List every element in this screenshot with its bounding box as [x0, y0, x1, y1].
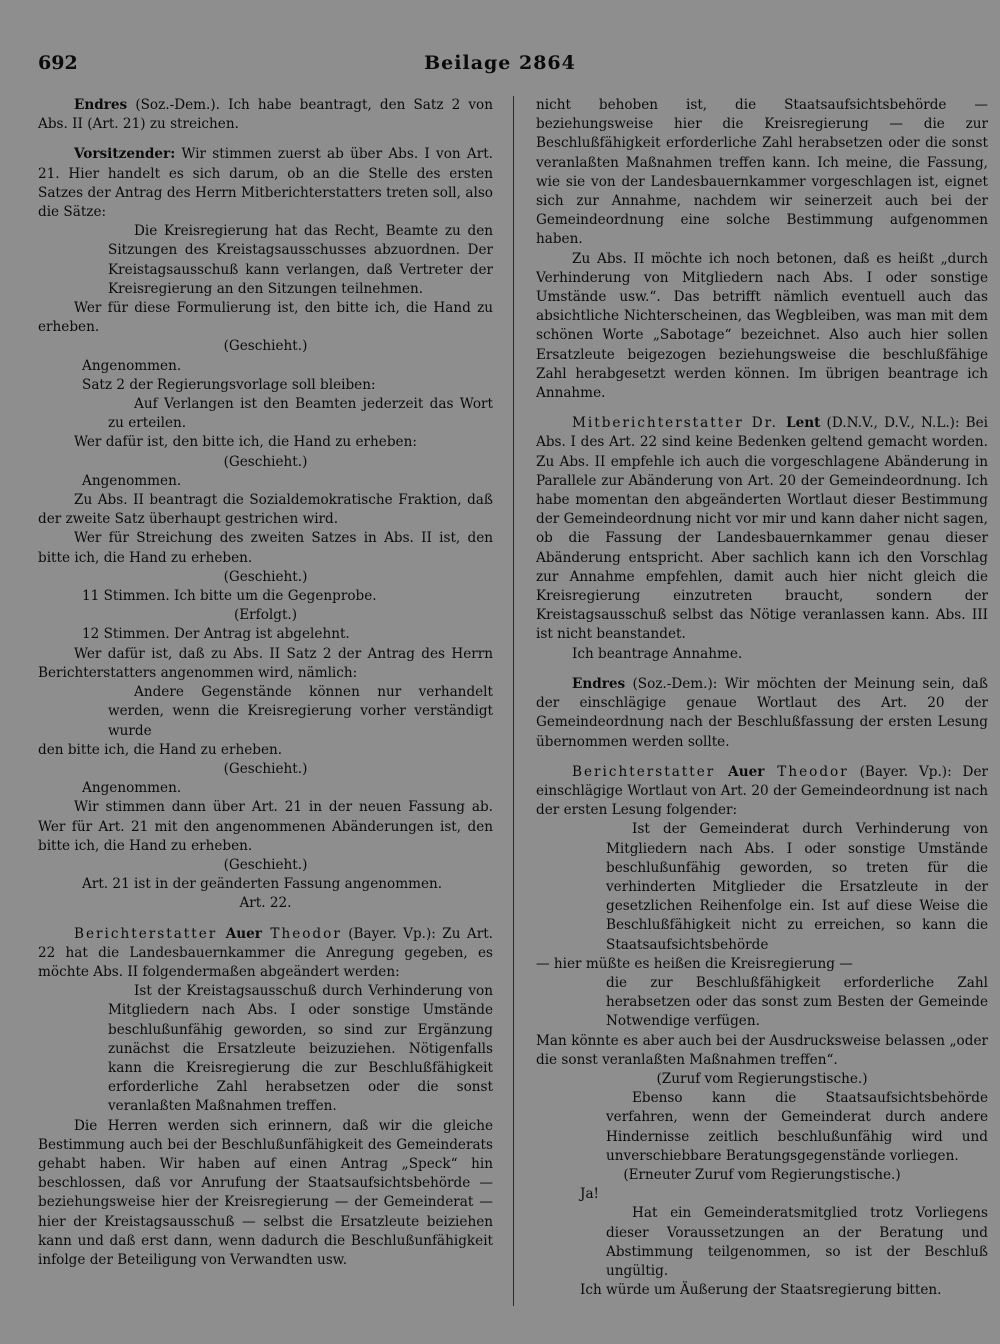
text-run: Berichterstatter: [74, 925, 226, 942]
quoted-text: [108, 222, 493, 299]
paragraph: [536, 763, 988, 821]
paragraph: [38, 798, 493, 856]
text-run: Ja!: [580, 1186, 600, 1203]
text-run: Wer dafür ist, den bitte ich, die Hand zu erheben:: [74, 434, 417, 451]
paragraph: [38, 145, 493, 222]
paragraph: [536, 955, 988, 974]
text-run: (Geschieht.): [223, 338, 308, 355]
page-number: 692: [38, 52, 78, 74]
text-run: Ebenso kann die Staatsaufsichtsbehörde verfahren, wenn der Gemeinderat durch andere Hindernisse zeitlich beschlußunfähig wird und unverschiebbare Beratungsgegenstände vorliegen.: [606, 1090, 988, 1164]
text-run: Zu Abs. II beantragt die Sozialdemokratische Fraktion, daß der zweite Satz überhaupt gestrichen wird.: [38, 492, 493, 528]
text-run: (Erfolgt.): [233, 607, 298, 624]
stage-note: [38, 337, 493, 356]
quoted-text: [606, 1089, 988, 1166]
text-run: 11 Stimmen. Ich bitte um die Gegenprobe.: [82, 588, 377, 605]
short-line: [82, 779, 493, 798]
text-run: Theodor: [261, 925, 342, 942]
stage-note: [536, 1070, 988, 1089]
paragraph: [38, 529, 493, 567]
text-run: (Geschieht.): [223, 568, 308, 585]
stage-note: [536, 1166, 988, 1185]
text-run: Auf Verlangen ist den Beamten jederzeit das Wort zu erteilen.: [108, 396, 493, 432]
short-line: [82, 376, 493, 395]
text-run: (Bayer. Vp.): Zu Art. 22 hat die Landesbauernkammer die Anregung gegeben, es möchte Abs. II folgendermaßen abgeändert werden:: [38, 925, 493, 980]
short-line: [580, 1281, 988, 1300]
text-run: Art. 21 ist in der geänderten Fassung angenommen.: [82, 876, 443, 893]
text-run: Wir stimmen dann über Art. 21 in der neuen Fassung ab. Wer für Art. 21 mit den angenommenen Abänderungen ist, den bitte ich, die Hand zu erheben.: [38, 799, 493, 854]
text-run: Angenommen.: [82, 472, 182, 489]
speaker-name: Auer: [225, 925, 262, 942]
short-line: [580, 1185, 988, 1204]
text-run: den bitte ich, die Hand zu erheben.: [38, 741, 283, 758]
paragraph: [536, 96, 988, 250]
text-run: Ich beantrage Annahme.: [572, 645, 743, 662]
page-title: Beilage 2864: [424, 52, 576, 74]
paragraph: [38, 433, 493, 452]
text-run: Man könnte es aber auch bei der Ausdrucksweise belassen „oder die sonst veranlaßten Maßnahmen treffen“.: [536, 1032, 988, 1068]
stage-note: [38, 760, 493, 779]
left-column: [38, 96, 493, 1270]
column-divider: [513, 96, 514, 1306]
paragraph: [38, 299, 493, 337]
paragraph: [38, 1117, 493, 1271]
text-run: Wer für diese Formulierung ist, den bitte ich, die Hand zu erheben.: [38, 300, 493, 336]
text-run: (Soz.-Dem.): Wir möchten der Meinung sein, daß der einschlägige genaue Wortlaut des Art. 20 der Gemeindeordnung nach der Beschlußfassung der ersten Lesung übernommen werden sollte.: [536, 675, 988, 750]
short-line: [82, 625, 493, 644]
paragraph: [536, 675, 988, 752]
text-run: Hat ein Gemeinderatsmitglied trotz Vorliegens dieser Voraussetzungen an der Beratung und Abstimmung teilgenommen, so ist der Beschluß ungültig.: [606, 1205, 988, 1279]
speaker-name: Vorsitzender:: [74, 146, 176, 163]
stage-note: [38, 568, 493, 587]
paragraph: [38, 491, 493, 529]
stage-note: [38, 606, 493, 625]
text-run: Angenommen.: [82, 780, 182, 797]
page-header: [0, 52, 1000, 82]
text-run: (D.N.V., D.V., N.L.): Bei Abs. I des Art. 22 sind keine Bedenken geltend gemacht worden. Zu Abs. II empfehle ich auch die vorgeschlagene Abänderung in Parallele zur Abänderung von Art. 20 der Gemeindeordnung. Ich habe momentan den abgeänderten Wortlaut dieser Bestimmung der Gemeindeordnung nicht vor mir und kann daher nicht sagen, ob die Fassung der Landesbauernkammer genau dieser Abänderung entspricht. Aber sachlich kann ich den Vorschlag zur Annahme empfehlen, damit auch hier nicht gleich die Kreisregierung einzutreten braucht, sondern der Kreistagsausschuß selbst das Nötige veranlassen kann. Abs. III ist nicht beanstandet.: [536, 415, 989, 643]
text-run: Berichterstatter: [572, 763, 729, 780]
speaker-name: Auer: [728, 763, 765, 780]
quoted-text: [108, 982, 493, 1116]
paragraph: [536, 1032, 988, 1070]
text-run: (Erneuter Zuruf vom Regierungstische.): [623, 1166, 901, 1183]
text-run: Ist der Gemeinderat durch Verhinderung von Mitgliedern nach Abs. I oder sonstige Umstände beschlußunfähig geworden, so treten für die verhinderten Mitglieder die Ersatzleute in der gesetzlichen Reihenfolge ein. Ist auf diese Weise die Beschlußfähigkeit nicht zu erreichen, so kann die Staatsaufsichtsbehörde: [606, 821, 988, 953]
paragraph: [38, 741, 493, 760]
text-run: Wir stimmen zuerst ab über Abs. I von Art. 21. Hier handelt es sich darum, ob an die Stelle des ersten Satzes der Antrag des Herrn Mitberichterstatters treten soll, also die Sätze:: [38, 146, 493, 221]
short-line: [82, 472, 493, 491]
text-run: die zur Beschlußfähigkeit erforderliche Zahl herabsetzen oder das sonst zum Besten der Gemeinde Notwendige verfügen.: [606, 974, 988, 1030]
text-run: Andere Gegenstände können nur verhandelt werden, wenn die Kreisregierung vorher verständigt wurde: [108, 684, 493, 739]
text-run: Theodor: [764, 763, 849, 780]
text-run: (Zuruf vom Regierungstische.): [656, 1070, 868, 1087]
text-run: nicht behoben ist, die Staatsaufsichtsbehörde — beziehungsweise hier die Kreisregierung — die zur Beschlußfähigkeit erforderliche Zahl herabsetzen oder die sonst veranlaßten Maßnahmen treffen kann. Ich meine, die Fassung, wie sie von der Landesbauernkammer vorgeschlagen ist, eignet sich zur Annahme, nachdem wir seinerzeit auch bei der Gemeindeordnung eine solche Bestimmung aufgenommen haben.: [536, 97, 988, 248]
paragraph: [38, 645, 493, 683]
text-run: Die Kreisregierung hat das Recht, Beamte zu den Sitzungen des Kreistagsausschusses abzuordnen. Der Kreistagsausschuß kann verlangen, daß Vertreter der Kreisregierung an den Sitzungen teilnehmen.: [108, 223, 493, 297]
text-run: Mitberichterstatter Dr.: [572, 415, 787, 432]
text-run: — hier müßte es heißen die Kreisregierung —: [536, 955, 853, 972]
text-run: (Bayer. Vp.): Der einschlägige Wortlaut von Art. 20 der Gemeindeordnung ist nach der ersten Lesung folgender:: [536, 763, 988, 819]
short-line: [82, 875, 493, 894]
text-run: Wer für Streichung des zweiten Satzes in Abs. II ist, den bitte ich, die Hand zu erheben.: [38, 530, 493, 566]
quoted-text: [606, 820, 988, 954]
quoted-text: [606, 1204, 988, 1281]
paragraph: [38, 925, 493, 983]
text-run: Wer dafür ist, daß zu Abs. II Satz 2 der Antrag des Herrn Berichterstatters angenommen wird, nämlich:: [38, 645, 493, 681]
paragraph: [38, 96, 493, 134]
quoted-text: [108, 395, 493, 433]
speaker-name: Endres: [74, 97, 128, 113]
text-run: 12 Stimmen. Der Antrag ist abgelehnt.: [82, 626, 350, 643]
text-run: Ich würde um Äußerung der Staatsregierung bitten.: [580, 1282, 942, 1299]
paragraph: [536, 645, 988, 664]
text-run: Art. 22.: [239, 895, 292, 912]
speaker-name: Lent: [786, 415, 821, 432]
stage-note: [38, 856, 493, 875]
text-run: (Geschieht.): [223, 453, 308, 470]
speaker-name: Endres: [572, 675, 626, 692]
text-run: Angenommen.: [82, 357, 182, 374]
text-run: (Soz.-Dem.). Ich habe beantragt, den Satz 2 von Abs. II (Art. 21) zu streichen.: [38, 97, 493, 133]
text-run: Die Herren werden sich erinnern, daß wir die gleiche Bestimmung auch bei der Beschlußunfähigkeit des Gemeinderats gehabt haben. Wir haben auf einen Antrag „Speck“ hin beschlossen, daß vor Anrufung der Staatsaufsichtsbehörde — beziehungsweise hier der Kreisregierung — der Gemeinderat — hier der Kreistagsausschuß — selbst die Ersatzleute beiziehen kann und daß erst dann, wenn dadurch die Beschlußunfähigkeit infolge der Beteiligung von Verwandten usw.: [38, 1117, 493, 1268]
quoted-text: [108, 683, 493, 741]
short-line: [82, 357, 493, 376]
stage-note: [38, 894, 493, 913]
right-column: [536, 96, 988, 1300]
text-run: (Geschieht.): [223, 856, 308, 873]
paragraph: [536, 414, 988, 644]
text-run: Zu Abs. II möchte ich noch betonen, daß es heißt „durch Verhinderung von Mitgliedern nach Abs. I oder sonstige Umstände usw.“. Das betrifft nämlich eventuell auch das absichtliche Nichterscheinen, das Wegbleiben, was man mit dem schönen Worte „Sabotage“ bezeichnet. Also auch hier sollen Ersatzleute beigezogen beziehungsweise die beschlußfähige Zahl herabgesetzt werden können. Im übrigen beantrage ich Annahme.: [536, 250, 988, 402]
short-line: [82, 587, 493, 606]
text-run: Ist der Kreistagsausschuß durch Verhinderung von Mitgliedern nach Abs. I oder sonstige Umstände beschlußunfähig geworden, so sind zur Ergänzung zunächst die Ersatzleute beizuziehen. Nötigenfalls kann die Kreisregierung die zur Beschlußfähigkeit erforderliche Zahl herabsetzen oder die sonst veranlaßten Maßnahmen treffen.: [108, 983, 493, 1115]
quoted-text: [606, 974, 988, 1032]
stage-note: [38, 453, 493, 472]
text-run: Satz 2 der Regierungsvorlage soll bleiben:: [82, 376, 376, 393]
paragraph: [536, 250, 988, 404]
text-run: (Geschieht.): [223, 760, 308, 777]
